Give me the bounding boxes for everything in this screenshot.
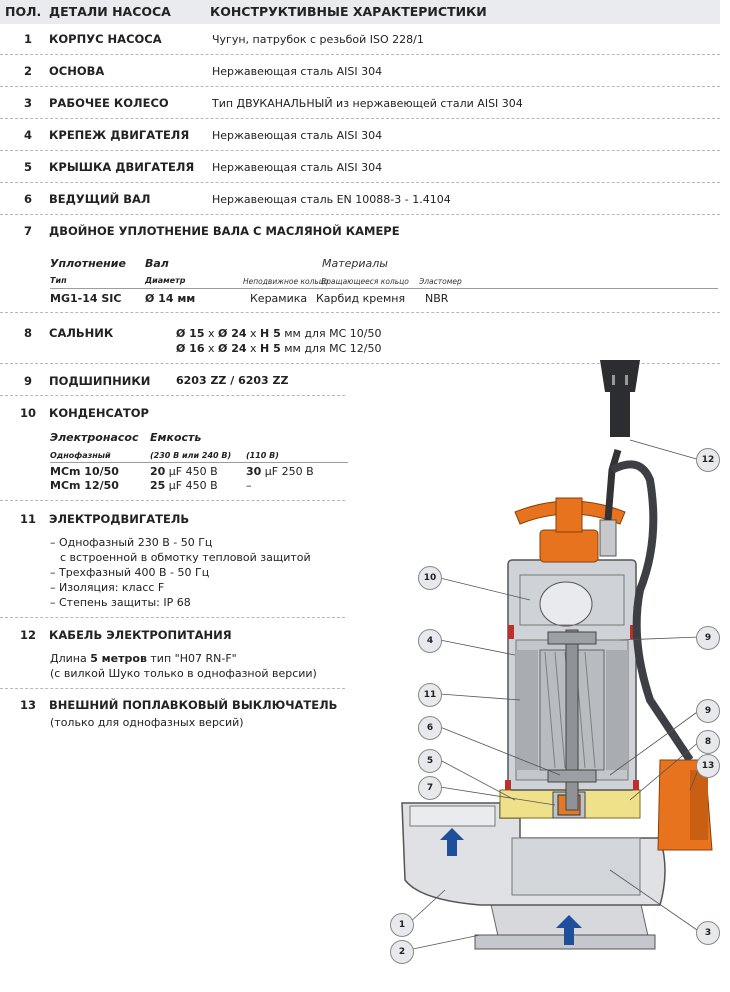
gland-size-part: Ø 15 xyxy=(176,327,205,340)
row-name: РАБОЧЕЕ КОЛЕСО xyxy=(49,96,169,110)
row-name: ОСНОВА xyxy=(49,64,105,78)
capacity-unit: – xyxy=(246,479,252,492)
callout-11: 11 xyxy=(418,683,442,707)
gland-size-part: H 5 xyxy=(260,327,281,340)
row-name: КОРПУС НАСОСА xyxy=(49,32,162,46)
gland-size-part: Ø 24 xyxy=(218,327,247,340)
fixed-ring-subheader: Неподвижное кольцо xyxy=(243,277,329,286)
callout-9b: 9 xyxy=(696,699,720,723)
row-number: 11 xyxy=(20,512,37,526)
seal-type: MG1-14 SIC xyxy=(50,292,122,305)
row-number: 13 xyxy=(20,698,37,712)
row-name: ДВОЙНОЕ УПЛОТНЕНИЕ ВАЛА С МАСЛЯНОЙ КАМЕРЕ xyxy=(49,224,400,238)
materials-header: Материалы xyxy=(322,257,388,270)
callout-6: 6 xyxy=(418,716,442,740)
capacity-unit: μF 250 В xyxy=(261,465,314,478)
capacity-unit: μF 450 В xyxy=(165,479,218,492)
pump-model: MCm 12/50 xyxy=(50,479,119,492)
bearings-value: 6203 ZZ / 6203 ZZ xyxy=(176,374,289,387)
gland-size-part: x xyxy=(204,342,219,355)
elastomer-subheader: Эластомер xyxy=(419,277,462,286)
row-value: Чугун, патрубок с резьбой ISO 228/1 xyxy=(212,33,424,46)
capacity-value: 30 xyxy=(246,465,262,478)
row-name: ВЕДУЩИЙ ВАЛ xyxy=(49,192,151,206)
row-number: 4 xyxy=(24,128,33,142)
single-phase-subheader: Однофазный xyxy=(50,451,111,460)
shaft-header: Вал xyxy=(145,257,169,270)
row-value: Нержавеющая сталь AISI 304 xyxy=(212,129,383,142)
callout-2: 2 xyxy=(390,940,414,964)
callout-9a: 9 xyxy=(696,626,720,650)
diameter-subheader: Диаметр xyxy=(145,276,186,285)
motor-line: – Изоляция: класс F xyxy=(50,581,165,594)
shaft-diameter: Ø 14 мм xyxy=(145,292,196,305)
row-number: 6 xyxy=(24,192,33,206)
row-number: 5 xyxy=(24,160,33,174)
row-name: КАБЕЛЬ ЭЛЕКТРОПИТАНИЯ xyxy=(49,628,232,642)
header-pos: ПОЛ. xyxy=(5,4,42,19)
row-value: Тип ДВУКАНАЛЬНЫЙ из нержавеющей стали AISI 304 xyxy=(212,97,523,110)
v110-subheader: (110 В) xyxy=(246,451,279,460)
motor-housing xyxy=(505,560,639,810)
row-number: 1 xyxy=(24,32,33,46)
row-value: Нержавеющая сталь AISI 304 xyxy=(212,65,383,78)
callout-7: 7 xyxy=(418,776,442,800)
v230-subheader: (230 В или 240 В) xyxy=(150,451,232,460)
cable-note: (с вилкой Шуко только в однофазной версии) xyxy=(50,667,317,680)
row-number: 7 xyxy=(24,224,33,238)
capacity-header: Емкость xyxy=(150,431,202,444)
row-value: Нержавеющая сталь EN 10088-3 - 1.4104 xyxy=(212,193,451,206)
rotating-ring-subheader: Вращающееся кольцо xyxy=(321,277,409,286)
header-part: ДЕТАЛИ НАСОСА xyxy=(49,4,171,19)
gland-size-part: Ø 16 xyxy=(176,342,205,355)
callout-5: 5 xyxy=(418,749,442,773)
callout-8: 8 xyxy=(696,730,720,754)
row-name: ВНЕШНИЙ ПОПЛАВКОВЫЙ ВЫКЛЮЧАТЕЛЬ xyxy=(49,698,338,712)
row-number: 3 xyxy=(24,96,33,110)
capacity-value: 20 xyxy=(150,465,166,478)
callout-10: 10 xyxy=(418,566,442,590)
gland-size-part: x xyxy=(204,327,219,340)
row-number: 8 xyxy=(24,326,33,340)
elastomer-material: NBR xyxy=(425,292,449,305)
cable-text: Длина xyxy=(50,652,91,665)
row-name: КОНДЕНСАТОР xyxy=(49,406,149,420)
pump-model: MCm 10/50 xyxy=(50,465,119,478)
callout-12: 12 xyxy=(696,448,720,472)
callout-1: 1 xyxy=(390,913,414,937)
callout-4: 4 xyxy=(418,629,442,653)
seal-header: Уплотнение xyxy=(50,257,126,270)
motor-line: – Трехфазный 400 В - 50 Гц xyxy=(50,566,210,579)
row-name: САЛЬНИК xyxy=(49,326,114,340)
row-number: 12 xyxy=(20,628,37,642)
row-name: ПОДШИПНИКИ xyxy=(49,374,151,388)
row-name: ЭЛЕКТРОДВИГАТЕЛЬ xyxy=(49,512,190,526)
capacity-value: 25 xyxy=(150,479,166,492)
motor-line: – Степень защиты: IP 68 xyxy=(50,596,191,609)
row-name: КРЫШКА ДВИГАТЕЛЯ xyxy=(49,160,195,174)
gland-size-part: H 5 xyxy=(260,342,281,355)
row-number: 9 xyxy=(24,374,33,388)
row-number: 10 xyxy=(20,406,37,420)
callout-13: 13 xyxy=(696,754,720,778)
header-spec: КОНСТРУКТИВНЫЕ ХАРАКТЕРИСТИКИ xyxy=(210,4,487,19)
float-note: (только для однофазных версий) xyxy=(50,716,244,729)
gland-size-part: Ø 24 xyxy=(218,342,247,355)
gland-size-part: x xyxy=(246,327,261,340)
gland-size-part: мм для MC 12/50 xyxy=(280,342,382,355)
capacity-unit: μF 450 В xyxy=(165,465,218,478)
motor-line: – Однофазный 230 В - 50 Гц xyxy=(50,536,213,549)
type-subheader: Тип xyxy=(50,276,67,285)
cable-text: тип "H07 RN-F" xyxy=(146,652,237,665)
gland-size-part: x xyxy=(246,342,261,355)
row-value: Нержавеющая сталь AISI 304 xyxy=(212,161,383,174)
gland-size-part: мм для MC 10/50 xyxy=(280,327,382,340)
motor-line: с встроенной в обмотку тепловой защитой xyxy=(60,551,311,564)
fixed-ring-material: Керамика xyxy=(250,292,308,305)
row-name: КРЕПЕЖ ДВИГАТЕЛЯ xyxy=(49,128,190,142)
pump-header: Электронасос xyxy=(50,431,139,444)
callout-3: 3 xyxy=(696,921,720,945)
cable-text: 5 метров xyxy=(90,652,147,665)
row-number: 2 xyxy=(24,64,33,78)
rotating-ring-material: Карбид кремня xyxy=(316,292,406,305)
